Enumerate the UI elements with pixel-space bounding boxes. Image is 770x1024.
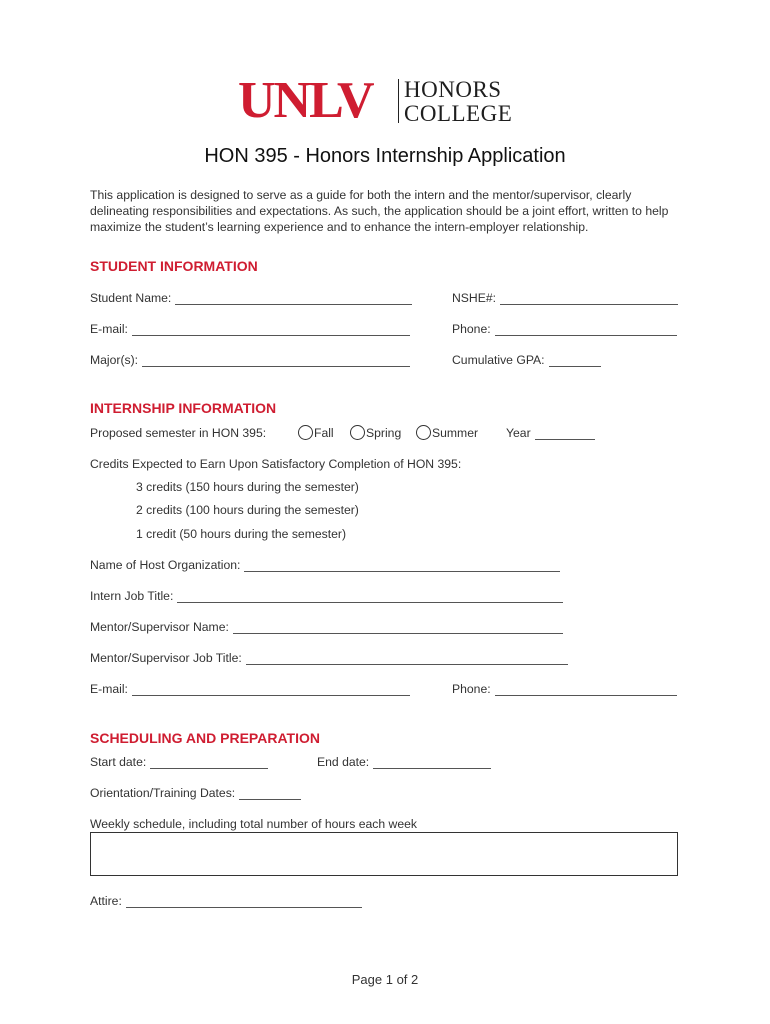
orientation-dates-label: Orientation/Training Dates: [90, 786, 236, 800]
mentor-phone-field[interactable] [452, 682, 677, 696]
mentor-job-title-input-line[interactable] [246, 654, 568, 665]
student-phone-field[interactable] [452, 322, 677, 336]
nshe-input-line[interactable] [500, 294, 678, 305]
intern-job-title-label: Intern Job Title: [90, 589, 174, 603]
nshe-label: NSHE#: [452, 291, 497, 305]
mentor-job-title-label: Mentor/Supervisor Job Title: [90, 651, 242, 665]
weekly-schedule-textbox[interactable] [90, 832, 678, 876]
orientation-dates-input-line[interactable] [239, 789, 301, 800]
start-date-input-line[interactable] [150, 758, 268, 769]
page-number: Page 1 of 2 [351, 972, 419, 987]
gpa-field[interactable] [452, 353, 601, 367]
mentor-name-field[interactable] [90, 620, 563, 634]
internship-info-heading: INTERNSHIP INFORMATION [90, 400, 277, 416]
unlv-honors-college-logo [238, 72, 538, 129]
intern-job-title-input-line[interactable] [177, 592, 563, 603]
start-date-label: Start date: [90, 755, 147, 769]
page-title: HON 395 - Honors Internship Application [204, 145, 566, 167]
intro-paragraph: This application is designed to serve as a guide for both the intern and the mentor/supervisor, clearly delineating responsibilities and expectations. As such, the application should be a joint effort, written to help maximize the student’s learning experience and to enhance the intern-employer relationship. [90, 188, 669, 234]
year-field[interactable] [506, 426, 595, 440]
credit-option-1[interactable]: 1 credit (50 hours during the semester) [136, 527, 346, 541]
student-phone-label: Phone: [452, 322, 491, 336]
orientation-dates-field[interactable] [90, 786, 301, 800]
major-label: Major(s): [90, 353, 139, 367]
start-date-field[interactable] [90, 755, 268, 769]
credit-option-3[interactable]: 3 credits (150 hours during the semester) [136, 480, 359, 494]
year-input-line[interactable] [535, 429, 595, 440]
host-org-field[interactable] [90, 558, 560, 572]
nshe-field[interactable] [452, 291, 678, 305]
spring-label: Spring [366, 425, 402, 440]
mentor-job-title-field[interactable] [90, 651, 568, 665]
student-name-field[interactable] [90, 291, 412, 305]
end-date-field[interactable] [317, 755, 491, 769]
logo-college-text: COLLEGE [404, 101, 513, 126]
logo-honors-text: HONORS [404, 77, 502, 102]
mentor-name-label: Mentor/Supervisor Name: [90, 620, 229, 634]
summer-radio[interactable] [416, 425, 431, 440]
major-field[interactable] [90, 353, 410, 367]
end-date-label: End date: [317, 755, 370, 769]
gpa-input-line[interactable] [549, 356, 601, 367]
semester-label: Proposed semester in HON 395: [90, 426, 267, 440]
weekly-schedule-label: Weekly schedule, including total number of hours each week [90, 817, 417, 831]
attire-input-line[interactable] [126, 897, 362, 908]
student-info-heading: STUDENT INFORMATION [90, 258, 258, 274]
semester-option-fall[interactable] [298, 425, 334, 440]
attire-label: Attire: [90, 894, 122, 908]
student-name-input-line[interactable] [175, 294, 412, 305]
year-label: Year [506, 426, 531, 440]
student-phone-input-line[interactable] [495, 325, 677, 336]
intern-job-title-field[interactable] [90, 589, 563, 603]
mentor-phone-input-line[interactable] [495, 685, 677, 696]
mentor-email-field[interactable] [90, 682, 410, 696]
semester-option-summer[interactable] [416, 425, 478, 440]
attire-field[interactable] [90, 894, 362, 908]
host-org-label: Name of Host Organization: [90, 558, 241, 572]
fall-label: Fall [314, 425, 334, 440]
spring-radio[interactable] [350, 425, 365, 440]
mentor-email-label: E-mail: [90, 682, 128, 696]
major-input-line[interactable] [142, 356, 410, 367]
logo-unlv-text: UNLV [238, 72, 373, 129]
student-name-label: Student Name: [90, 291, 172, 305]
student-email-field[interactable] [90, 322, 410, 336]
mentor-name-input-line[interactable] [233, 623, 563, 634]
credits-label: Credits Expected to Earn Upon Satisfactory Completion of HON 395: [90, 457, 462, 471]
student-email-label: E-mail: [90, 322, 128, 336]
semester-option-spring[interactable] [350, 425, 401, 440]
credit-option-2[interactable]: 2 credits (100 hours during the semester) [136, 503, 359, 517]
mentor-email-input-line[interactable] [132, 685, 410, 696]
end-date-input-line[interactable] [373, 758, 491, 769]
scheduling-heading: SCHEDULING AND PREPARATION [90, 730, 320, 746]
host-org-input-line[interactable] [244, 561, 560, 572]
fall-radio[interactable] [298, 425, 313, 440]
student-email-input-line[interactable] [132, 325, 410, 336]
mentor-phone-label: Phone: [452, 682, 491, 696]
summer-label: Summer [432, 425, 479, 440]
gpa-label: Cumulative GPA: [452, 353, 545, 367]
logo-divider [398, 79, 399, 123]
